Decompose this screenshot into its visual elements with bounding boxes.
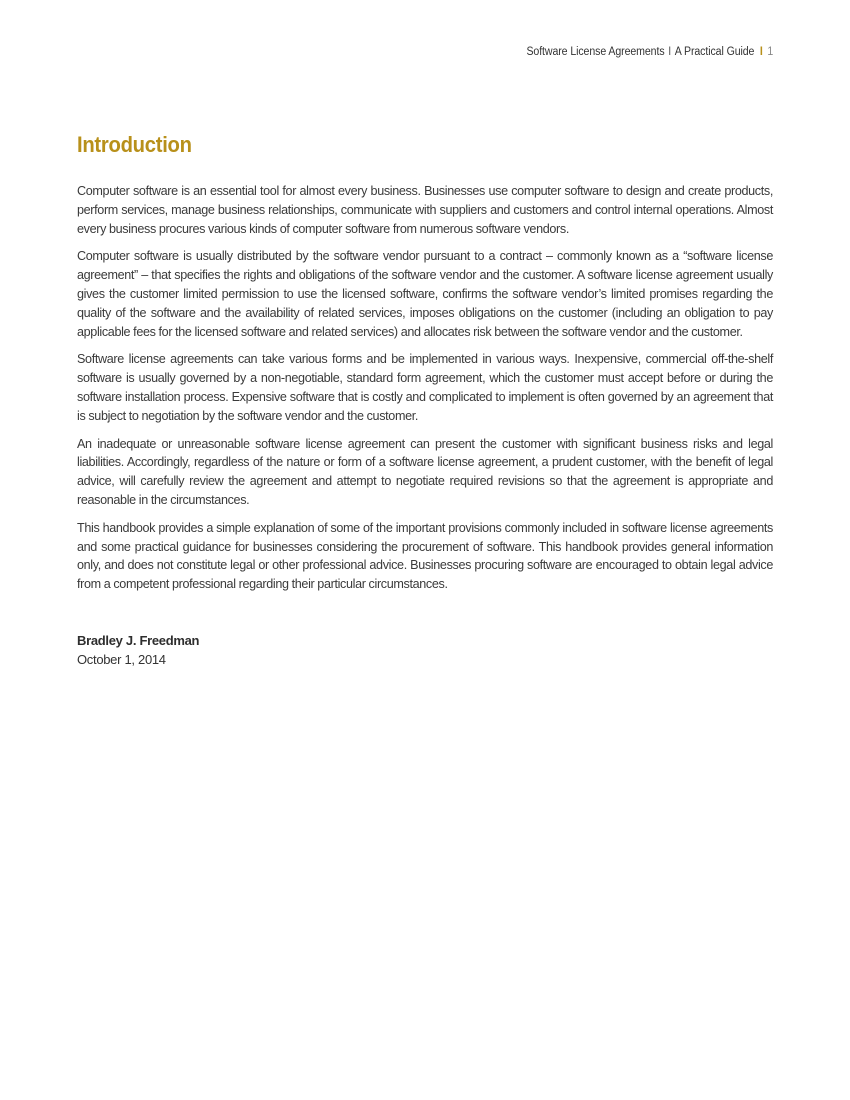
page-number: 1 [767,46,773,58]
running-header [526,46,773,58]
paragraph-5: This handbook provides a simple explanation of some of the important provisions commonly included in software license agreements and some practical guidance for businesses considering the procurement of software. This handbook provides general information only, and does not constitute legal or other professional advice. Businesses procuring software are encouraged to obtain legal advice from a competent professional regarding their particular circumstances. [77,520,773,592]
author-name: Bradley J. Freedman [77,632,200,648]
header-subtitle: A Practical Guide [674,46,755,58]
page-content [77,128,773,669]
paragraph-2: Computer software is usually distributed by the software vendor pursuant to a contract – commonly known as a “software license agreement” – that specifies the rights and obligations of the software vendor and the customer. A software license agreement usually gives the customer limited permission to use the licensed software, confirms the software vendor’s limited promises regarding the quality of the software and the availability of related services, imposes obligations on the customer (including an obligation to pay applicable fees for the licensed software and related services) and allocates risk between the software vendor and the customer. [77,249,773,339]
header-document-title: Software License Agreements [526,46,665,58]
paragraph-1: Computer software is an essential tool for almost every business. Businesses use computer software to design and create products, perform services, manage business relationships, communicate with suppliers and customers and control internal operations. Almost every business procures various kinds of computer software from numerous software vendors. [77,184,773,236]
signature-date: October 1, 2014 [77,651,166,667]
signature-block [77,631,773,669]
paragraph-3: Software license agreements can take various forms and be implemented in various ways. Inexpensive, commercial off-the-shelf software is usually governed by a non-negotiable, standard form agreement, which the customer must accept before or during the software installation process. Expensive software that is costly and complicated to implement is often governed by an agreement that is subject to negotiation by the software vendor and the customer. [77,352,773,423]
header-separator: I [668,46,671,58]
paragraph-4: An inadequate or unreasonable software license agreement can present the customer with significant business risks and legal liabilities. Accordingly, regardless of the nature or form of a software license agreement, a prudent customer, with the benefit of legal advice, will carefully review the agreement and attempt to negotiate required revisions so that the agreement is appropriate and reasonable in the circumstances. [77,436,773,507]
header-accent-separator: I [759,46,763,58]
section-title: Introduction [77,132,192,157]
